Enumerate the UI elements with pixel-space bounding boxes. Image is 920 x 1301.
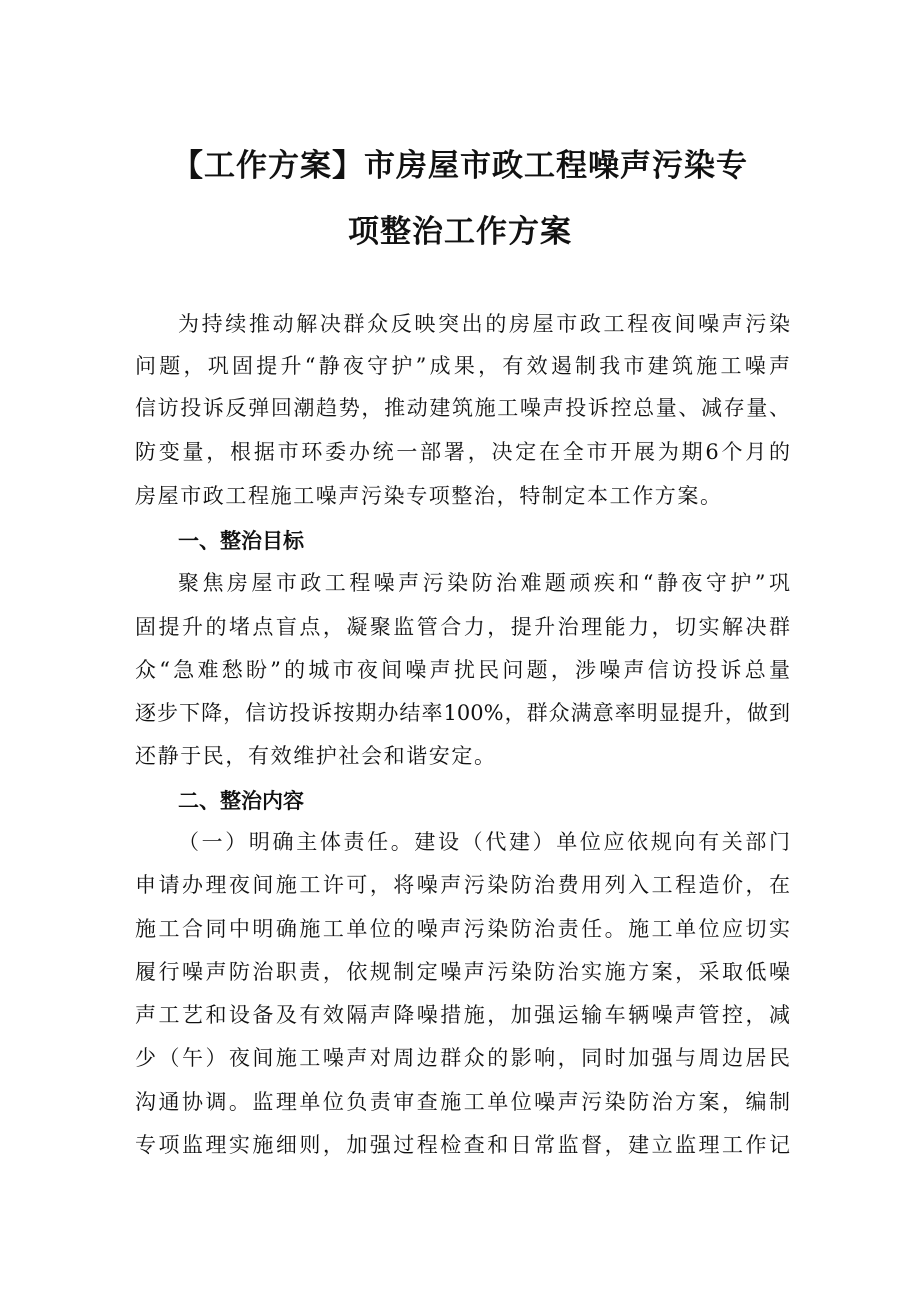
section-2-heading: 二、整治内容 — [178, 789, 304, 813]
intro-paragraph-line: 防变量，根据市环委办统一部署，决定在全市开展为期6个月的 — [135, 440, 790, 464]
intro-paragraph-line: 信访投诉反弹回潮趋势，推动建筑施工噪声投诉控总量、减存量、 — [135, 396, 790, 420]
intro-paragraph-line: 为持续推动解决群众反映突出的房屋市政工程夜间噪声污染 — [178, 312, 790, 336]
section-2-paragraph-line: 履行噪声防治职责，依规制定噪声污染防治实施方案，采取低噪 — [135, 960, 790, 984]
section-1-paragraph-line: 还静于民，有效维护社会和谐安定。 — [135, 744, 497, 768]
document-title-line-2: 项整治工作方案 — [348, 214, 572, 250]
section-2-paragraph-line: 少（午）夜间施工噪声对周边群众的影响，同时加强与周边居民 — [135, 1046, 790, 1070]
section-2-paragraph-line: 施工合同中明确施工单位的噪声污染防治责任。施工单位应切实 — [135, 917, 790, 941]
intro-paragraph-line: 问题，巩固提升“静夜守护”成果，有效遏制我市建筑施工噪声 — [135, 354, 790, 378]
section-2-paragraph-line: 沟通协调。监理单位负责审查施工单位噪声污染防治方案，编制 — [135, 1090, 790, 1114]
intro-paragraph-line: 房屋市政工程施工噪声污染专项整治，特制定本工作方案。 — [135, 484, 723, 508]
section-1-paragraph-line: 聚焦房屋市政工程噪声污染防治难题顽疾和“静夜守护”巩 — [178, 571, 790, 595]
section-1-paragraph-line: 逐步下降，信访投诉按期办结率100%，群众满意率明显提升，做到 — [135, 701, 790, 725]
section-1-paragraph-line: 固提升的堵点盲点，凝聚监管合力，提升治理能力，切实解决群 — [135, 615, 790, 639]
section-2-paragraph-line: 申请办理夜间施工许可，将噪声污染防治费用列入工程造价，在 — [135, 873, 790, 897]
section-2-paragraph-line: 专项监理实施细则，加强过程检查和日常监督，建立监理工作记 — [135, 1133, 790, 1157]
section-2-paragraph-line: （一）明确主体责任。建设（代建）单位应依规向有关部门 — [178, 830, 790, 854]
document-title-line-1: 【工作方案】市房屋市政工程噪声污染专 — [172, 148, 748, 184]
section-1-paragraph-line: 众“急难愁盼”的城市夜间噪声扰民问题，涉噪声信访投诉总量 — [135, 658, 790, 682]
section-2-paragraph-line: 声工艺和设备及有效隔声降噪措施，加强运输车辆噪声管控，减 — [135, 1003, 790, 1027]
section-1-heading: 一、整治目标 — [178, 529, 304, 553]
